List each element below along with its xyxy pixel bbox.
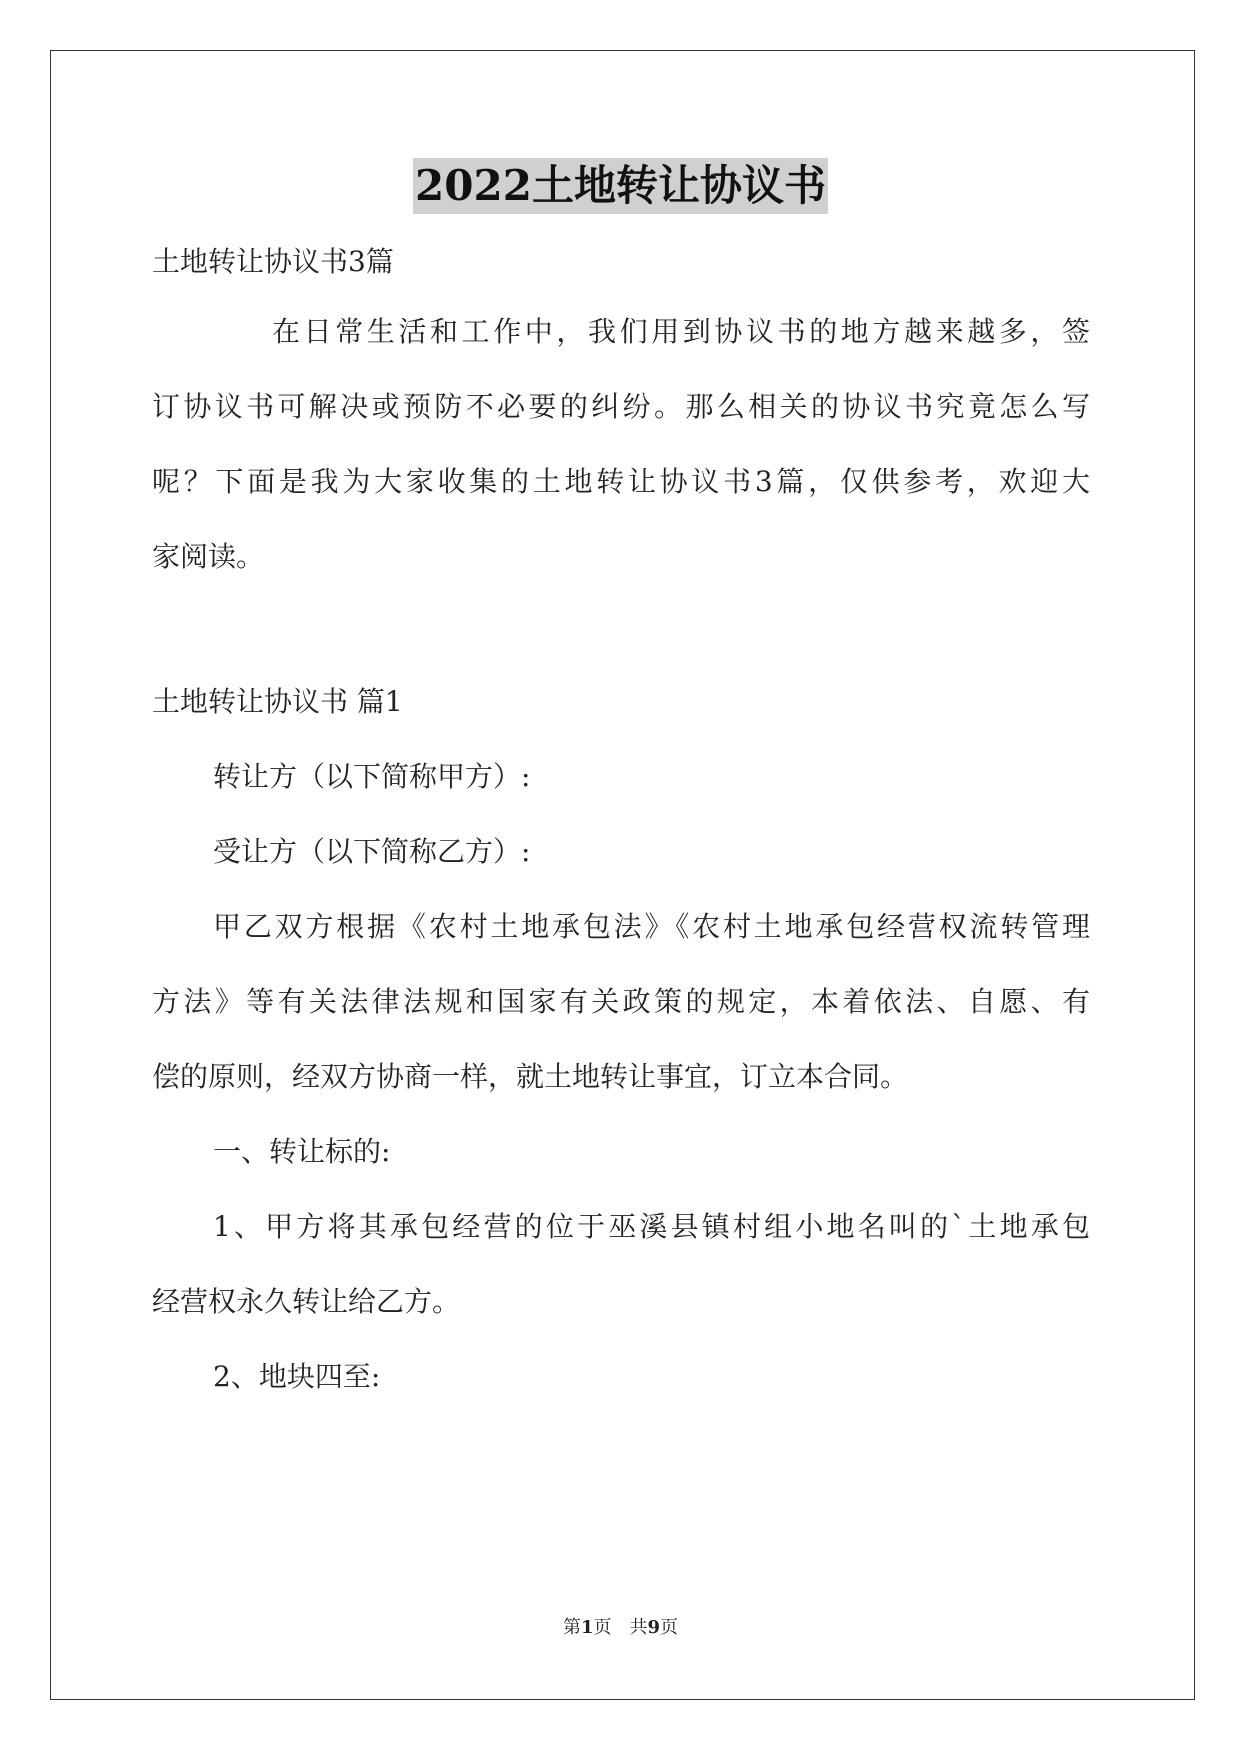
page-border: [50, 50, 1195, 1700]
intro-line-2: 订协议书可解决或预防不必要的纠纷。那么相关的协议书究竟怎么写: [152, 390, 1090, 423]
item2-line: 2、地块四至:: [213, 1360, 381, 1393]
footer-mid: 页 共: [593, 1617, 648, 1638]
item1-line-2: 经营权永久转让给乙方。: [152, 1285, 461, 1318]
item1-line-1: 1、甲方将其承包经营的位于巫溪县镇村组小地名叫的`土地承包: [213, 1210, 1090, 1243]
document-subtitle: 土地转让协议书3篇: [152, 245, 394, 278]
para1-line-1: 甲乙双方根据《农村土地承包法》《农村土地承包经营权流转管理: [213, 910, 1090, 943]
transferee-line: 受让方（以下简称乙方）:: [213, 835, 531, 868]
intro-line-3: 呢？下面是我为大家收集的土地转让协议书3篇，仅供参考，欢迎大: [152, 465, 1090, 498]
title-container: [0, 158, 1241, 214]
footer-suffix: 页: [660, 1617, 679, 1638]
footer-total-pages: 9: [647, 1617, 661, 1638]
page-footer: [0, 1616, 1241, 1640]
clause1-heading: 一、转让标的:: [213, 1135, 391, 1168]
section-heading: 土地转让协议书 篇1: [152, 685, 403, 718]
footer-current-page: 1: [580, 1617, 594, 1638]
para1-line-3: 偿的原则，经双方协商一样，就土地转让事宜，订立本合同。: [152, 1060, 909, 1093]
intro-line-4: 家阅读。: [152, 540, 265, 573]
document-title: 2022土地转让协议书: [413, 158, 828, 214]
footer-prefix: 第: [562, 1617, 581, 1638]
transferor-line: 转让方（以下简称甲方）:: [213, 760, 531, 793]
para1-line-2: 方法》等有关法律法规和国家有关政策的规定，本着依法、自愿、有: [152, 985, 1090, 1018]
intro-line-1: 在日常生活和工作中，我们用到协议书的地方越来越多，签: [272, 315, 1090, 348]
